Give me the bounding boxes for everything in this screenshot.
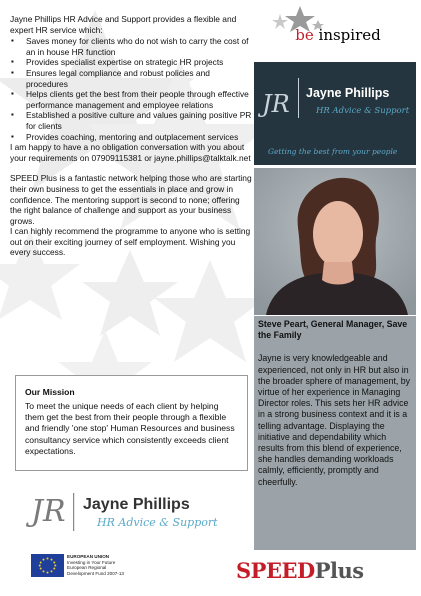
be-word: be <box>295 26 314 44</box>
list-item: ▪ Helps clients get the best from their people through effective performance management and employee relations <box>10 89 252 110</box>
star-shape <box>82 250 178 336</box>
speed-logo-plus: Plus <box>314 558 364 583</box>
eu-line: Investing in Your Future <box>67 559 116 565</box>
portrait-photo <box>254 168 416 315</box>
list-item: ▪ Established a positive culture and values gaining positive PR for clients <box>10 110 252 131</box>
jayne-phillips-logo-dark <box>254 62 416 165</box>
list-item: ▪ Saves money for clients who do not wish to carry the cost of an in house HR function <box>10 36 252 57</box>
speed-plus-endorsement <box>10 173 252 258</box>
logo-subtitle: HR Advice & Support <box>316 106 410 116</box>
star-shape <box>154 260 266 362</box>
logo-divider <box>73 493 74 531</box>
logo-name: Jayne Phillips <box>83 496 190 513</box>
speed-plus-logo <box>236 558 364 583</box>
list-item: ▪ Provides coaching, mentoring and outplacement services <box>10 132 252 143</box>
inspired-word: inspired <box>318 26 381 44</box>
logo-monogram: JR <box>262 90 290 118</box>
eu-line: Development Fund 2007-13 <box>67 570 124 576</box>
eu-line: EUROPEAN UNION <box>67 554 110 559</box>
face-shape <box>313 201 363 267</box>
mission-text: To meet the unique needs of each client by helping them get the best from their people through a flexible and friendly 'one stop' Human Resources and business consultancy service which consistently exceeds client expectations. <box>25 401 235 456</box>
benefits-list <box>10 36 252 142</box>
list-item: ▪ Ensures legal compliance and robust policies and procedures <box>10 68 252 89</box>
speed-plus-paragraph: I can highly recommend the programme to anyone who is setting out on their exciting journey of self employment. Wishing you every success. <box>10 226 251 258</box>
list-item: ▪ Provides specialist expertise on strategic HR projects <box>10 57 252 68</box>
neck-shape <box>322 262 354 285</box>
eu-funding-badge <box>31 554 147 577</box>
intro-section <box>10 14 252 258</box>
jayne-phillips-logo-light <box>15 487 248 536</box>
speed-logo-main: SPEED <box>236 558 315 583</box>
contact-text: I am happy to have a no obligation conversation with you about your requirements on 07909115381 or jayne.phillips@talktalk.net <box>10 142 251 163</box>
be-inspired-heading <box>268 26 408 44</box>
intro-text: Jayne Phillips HR Advice and Support provides a flexible and expert HR service which: <box>10 14 237 35</box>
logo-name: Jayne Phillips <box>306 86 390 100</box>
testimonial-author: Steve Peart, General Manager, Save the Family <box>258 319 408 341</box>
testimonial-quote: Jayne is very knowledgeable and experienced, not only in HR but also in the broader sphere of management, by virtue of her experience in Managing Director roles. This sets her HR advice in a strong business context and it is a telling advantage. Displaying the initiative and dependability which results from this blend of experience, she handles demanding workloads calmly, efficiently, promptly and cheerfully. <box>258 353 411 487</box>
logo-monogram: JR <box>31 494 66 529</box>
testimonial-panel <box>254 316 416 550</box>
mission-title: Our Mission <box>25 387 75 397</box>
logo-divider <box>298 78 299 118</box>
logo-subtitle: HR Advice & Support <box>97 516 218 529</box>
speed-plus-paragraph: SPEED Plus is a fantastic network helping those who are starting their own business to get the essentials in place and grow in confidence. The mentoring support is second to none; offering the right balance of challenge and support as your business grows. <box>10 173 252 226</box>
eu-line: European Regional <box>67 565 107 571</box>
eu-flag-icon <box>31 554 64 577</box>
eu-funding-text <box>67 554 147 576</box>
logo-tagline: Getting the best from your people <box>268 147 398 156</box>
mission-box <box>15 375 248 471</box>
